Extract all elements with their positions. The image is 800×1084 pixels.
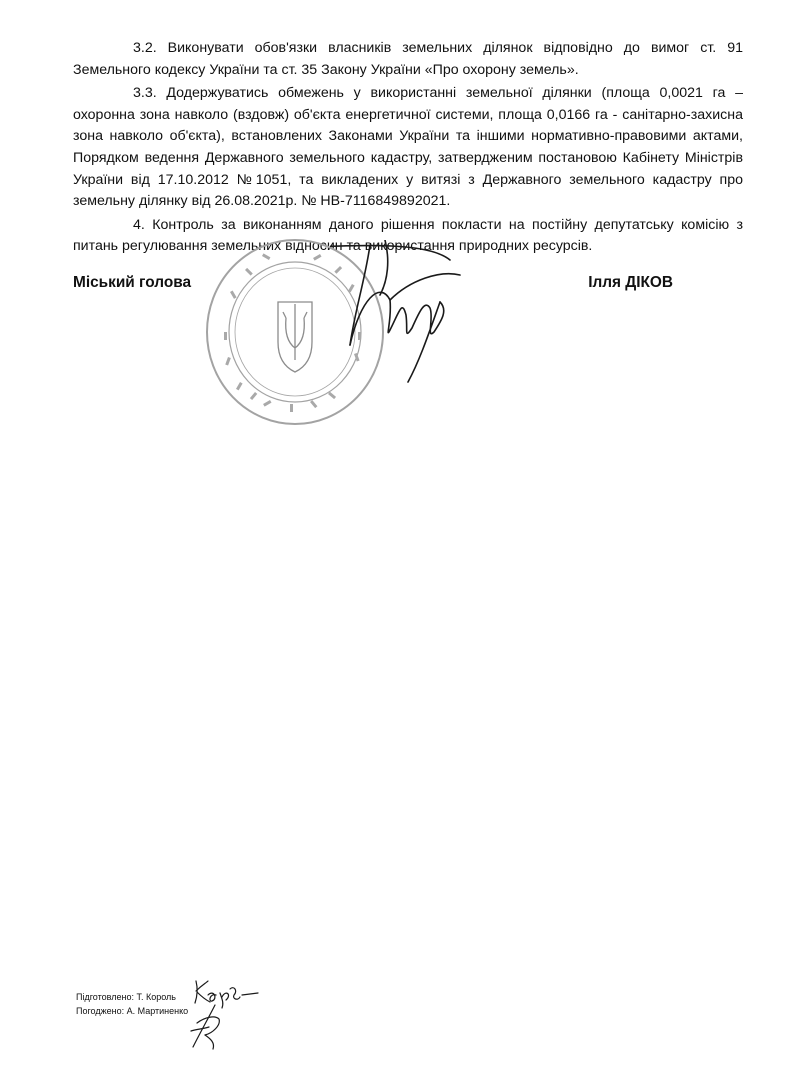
agreed-by: Погоджено: А. Мартиненко — [76, 1006, 189, 1016]
signatory-position: Міський голова — [73, 274, 192, 291]
document-body — [73, 38, 743, 258]
prepared-by: Підготовлено: Т. Король — [76, 992, 176, 1002]
handwritten-signature-icon — [330, 240, 480, 390]
document-footer — [76, 990, 188, 1018]
paragraph-4: 4. Контроль за виконанням даного рішення покласти на постійну депутатську комісію з питань регулювання земельних відносин та використання природних ресурсів. — [73, 216, 743, 255]
signatory-name: Ілля ДІКОВ — [588, 274, 673, 291]
agreed-signature-icon — [185, 1003, 225, 1051]
paragraph-3-3: 3.3. Додержуватись обмежень у використанні земельної ділянки (площа 0,0021 га – охоронна зона навколо (вздовж) об'єкта енергетичної системи, площа 0,0166 га - санітарно-захисна зона навколо об'єкта), встановлених Законами України та іншими нормативно-правовими актами, Порядком ведення Державного земельного кадастру, затвердженим постановою Кабінету Міністрів України від 17.10.2012 №1051, та викладених у витязі з Державного земельного кадастру про земельну ділянку від 26.08.2021р. № НВ-7116849892021. — [73, 85, 743, 210]
paragraph-3-2: 3.2. Виконувати обов'язки власників земельних ділянок відповідно до вимог ст. 91 Земельного кодексу України та ст. 35 Закону України «Про охорону земель». — [73, 40, 743, 78]
signature-block — [73, 274, 673, 298]
